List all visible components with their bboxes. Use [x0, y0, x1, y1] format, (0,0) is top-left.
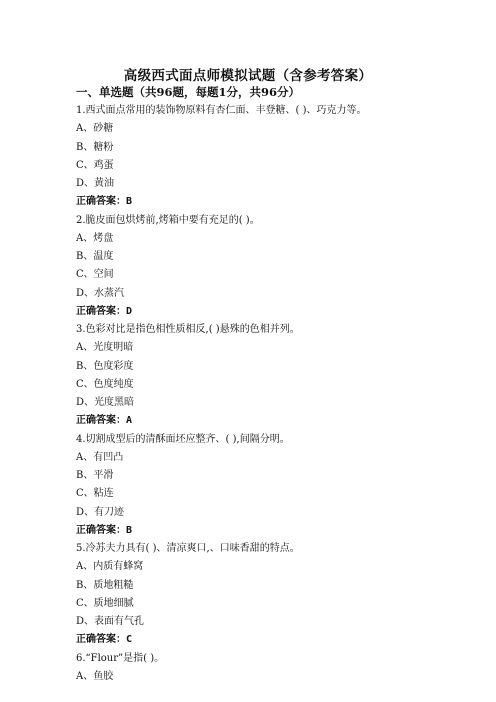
option-b: B、平滑 — [76, 470, 114, 481]
correct-answer: 正确答案：A — [76, 415, 133, 427]
option-a: A、有凹凸 — [76, 451, 124, 463]
correct-answer: 正确答案：D — [76, 305, 133, 317]
option-b: B、糖粉 — [76, 141, 114, 153]
question-stem: 4.切割成型后的清酥面坯应整齐、( ),间隔分明。 — [76, 433, 290, 445]
question-stem: 1.西式面点常用的装饰物原料有杏仁面、丰登糖、( )、巧克力等。 — [76, 105, 367, 116]
option-d: D、表面有气孔 — [76, 616, 145, 627]
option-d: D、有刀迹 — [76, 506, 125, 518]
option-d: D、水蒸汽 — [76, 287, 125, 299]
option-a: A、烤盘 — [76, 232, 114, 244]
question-stem: 5.冷苏夫力具有( )、清凉爽口,、口味香甜的特点。 — [76, 543, 300, 554]
option-d: D、光度黑暗 — [76, 397, 135, 408]
question-list — [76, 102, 436, 686]
option-a: A、光度明暗 — [76, 342, 134, 354]
section-heading: 一、单选题（共96题，每题1分，共96分） — [76, 85, 301, 99]
option-a: A、鱼胶 — [76, 670, 114, 682]
correct-answer: 正确答案：C — [76, 634, 133, 646]
option-c: C、色度纯度 — [76, 378, 134, 390]
option-c: C、质地细腻 — [76, 597, 134, 609]
question-stem: 2.脆皮面包烘烤前,烤箱中要有充足的( )。 — [76, 214, 260, 226]
option-c: C、鸡蛋 — [76, 159, 114, 171]
option-a: A、内质有蜂窝 — [76, 561, 144, 573]
document-title: 高级西式面点师模拟试题（含参考答案） — [123, 68, 373, 84]
option-d: D、黄油 — [76, 178, 115, 189]
option-c: C、粘连 — [76, 488, 114, 500]
correct-answer: 正确答案：B — [76, 196, 133, 208]
option-a: A、砂糖 — [76, 123, 114, 135]
option-b: B、温度 — [76, 251, 114, 262]
option-c: C、空间 — [76, 269, 114, 281]
option-b: B、色度彩度 — [76, 360, 134, 372]
correct-answer: 正确答案：B — [76, 524, 133, 536]
option-b: B、质地粗糙 — [76, 579, 134, 591]
question-stem: 6.“Flour”是指( )。 — [76, 652, 165, 664]
question-stem: 3.色彩对比是指色相性质相反,( )悬殊的色相并列。 — [76, 324, 300, 335]
